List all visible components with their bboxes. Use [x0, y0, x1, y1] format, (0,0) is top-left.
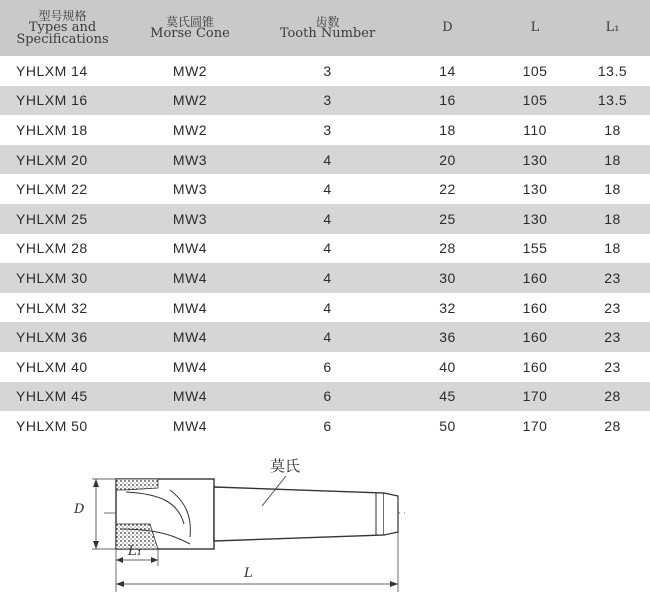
- table-row: [0, 115, 650, 145]
- table-cell: YHLXM 40: [0, 352, 125, 382]
- table-cell: MW4: [125, 293, 255, 323]
- table-row: [0, 234, 650, 264]
- header-morse-en: Morse Cone: [150, 26, 230, 41]
- table-cell: 18: [575, 174, 650, 204]
- table-cell: MW2: [125, 115, 255, 145]
- table-cell: YHLXM 18: [0, 115, 125, 145]
- header-morse-zh: 莫氏圆锥: [165, 15, 214, 29]
- table-cell: 18: [575, 145, 650, 175]
- table-cell: 6: [255, 382, 400, 412]
- table-cell: 4: [255, 263, 400, 293]
- header-types-en: Types and Specifications: [16, 20, 109, 47]
- table-cell: 6: [255, 411, 400, 441]
- table-cell: YHLXM 50: [0, 411, 125, 441]
- table-cell: 28: [575, 382, 650, 412]
- table-row: [0, 382, 650, 412]
- table-cell: MW3: [125, 174, 255, 204]
- header-l1-label: L₁: [605, 20, 620, 35]
- table-cell: 18: [400, 115, 495, 145]
- table-cell: MW4: [125, 411, 255, 441]
- table-cell: 18: [575, 204, 650, 234]
- table-cell: YHLXM 25: [0, 204, 125, 234]
- table-cell: MW3: [125, 204, 255, 234]
- table-cell: YHLXM 30: [0, 263, 125, 293]
- header-morse-cone: [125, 0, 255, 56]
- table-cell: 160: [495, 293, 575, 323]
- table-cell: 13.5: [575, 86, 650, 116]
- table-cell: 25: [400, 204, 495, 234]
- table-cell: 30: [400, 263, 495, 293]
- header-tooth-zh: 齿数: [315, 15, 340, 29]
- table-cell: 160: [495, 352, 575, 382]
- table-cell: 4: [255, 145, 400, 175]
- table-cell: 40: [400, 352, 495, 382]
- table-cell: 160: [495, 322, 575, 352]
- table-row: [0, 293, 650, 323]
- table-cell: 14: [400, 56, 495, 86]
- table-cell: 4: [255, 204, 400, 234]
- table-cell: YHLXM 36: [0, 322, 125, 352]
- table-cell: 23: [575, 263, 650, 293]
- table-row: [0, 86, 650, 116]
- table-row: [0, 174, 650, 204]
- table-header-row: [0, 0, 650, 56]
- table-cell: 6: [255, 352, 400, 382]
- table-cell: 13.5: [575, 56, 650, 86]
- table-cell: 170: [495, 411, 575, 441]
- table-cell: 22: [400, 174, 495, 204]
- table-cell: MW2: [125, 86, 255, 116]
- table-cell: 160: [495, 263, 575, 293]
- table-cell: YHLXM 22: [0, 174, 125, 204]
- table-row: [0, 56, 650, 86]
- table-body: [0, 56, 650, 441]
- table-cell: 3: [255, 86, 400, 116]
- table-cell: 36: [400, 322, 495, 352]
- table-cell: 130: [495, 145, 575, 175]
- table-cell: 3: [255, 115, 400, 145]
- table-cell: 4: [255, 322, 400, 352]
- table-cell: YHLXM 16: [0, 86, 125, 116]
- table-cell: 155: [495, 234, 575, 264]
- table-cell: 23: [575, 293, 650, 323]
- table-cell: 32: [400, 293, 495, 323]
- header-l1: [575, 0, 650, 56]
- table-cell: 23: [575, 322, 650, 352]
- table-cell: YHLXM 14: [0, 56, 125, 86]
- table-cell: 28: [400, 234, 495, 264]
- table-cell: MW4: [125, 352, 255, 382]
- dim-l1-label: L₁: [128, 544, 142, 559]
- table-cell: 50: [400, 411, 495, 441]
- table-cell: 4: [255, 234, 400, 264]
- table-cell: MW2: [125, 56, 255, 86]
- header-types: [0, 0, 125, 56]
- dim-l-label: L: [244, 566, 253, 581]
- table-cell: MW4: [125, 234, 255, 264]
- header-tooth-number: [255, 0, 400, 56]
- table-cell: 20: [400, 145, 495, 175]
- table-cell: YHLXM 28: [0, 234, 125, 264]
- table-cell: 45: [400, 382, 495, 412]
- table-cell: 105: [495, 56, 575, 86]
- table-cell: MW4: [125, 322, 255, 352]
- table-cell: 130: [495, 204, 575, 234]
- table-cell: 130: [495, 174, 575, 204]
- cutter-drawing: [0, 432, 650, 612]
- table-row: [0, 352, 650, 382]
- table-row: [0, 263, 650, 293]
- table-cell: 23: [575, 352, 650, 382]
- header-types-zh: 型号规格: [38, 9, 87, 23]
- header-l: [495, 0, 575, 56]
- table-cell: YHLXM 20: [0, 145, 125, 175]
- table-cell: 4: [255, 293, 400, 323]
- table-cell: MW3: [125, 145, 255, 175]
- table-cell: YHLXM 45: [0, 382, 125, 412]
- cutter-diagram: [0, 432, 650, 612]
- table-cell: MW4: [125, 263, 255, 293]
- table-cell: 18: [575, 115, 650, 145]
- header-l-label: L: [530, 20, 540, 35]
- table-cell: 16: [400, 86, 495, 116]
- table-cell: 28: [575, 411, 650, 441]
- header-d-label: D: [442, 20, 453, 35]
- table-cell: MW4: [125, 382, 255, 412]
- dim-d-label: D: [74, 502, 85, 517]
- table-row: [0, 145, 650, 175]
- table-cell: 110: [495, 115, 575, 145]
- table-cell: 3: [255, 56, 400, 86]
- table-cell: 105: [495, 86, 575, 116]
- morse-callout-label: 莫氏: [270, 457, 301, 475]
- header-tooth-en: Tooth Number: [279, 26, 376, 41]
- table-cell: 170: [495, 382, 575, 412]
- table-cell: 18: [575, 234, 650, 264]
- header-d: [400, 0, 495, 56]
- table-cell: 4: [255, 174, 400, 204]
- table-cell: YHLXM 32: [0, 293, 125, 323]
- table-row: [0, 322, 650, 352]
- table-row: [0, 204, 650, 234]
